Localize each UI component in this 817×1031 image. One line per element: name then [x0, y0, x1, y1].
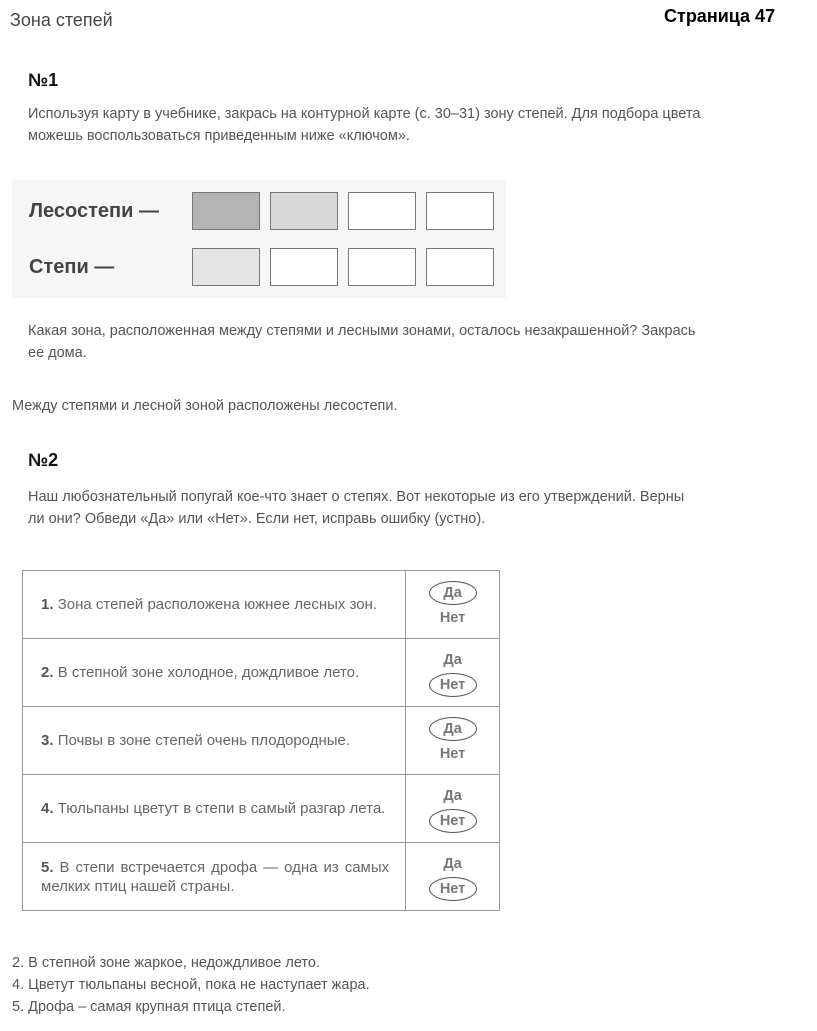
yes-option[interactable]: Да: [429, 717, 477, 741]
correction-4: 4. Цветут тюльпаны весной, пока не наступает жара.: [12, 977, 370, 993]
color-key: [12, 180, 506, 298]
answer-cell: [406, 843, 500, 911]
task1-question-line1: Какая зона, расположенная между степями и лесными зонами, осталось незакрашенной? Закрась: [28, 323, 696, 339]
swatch-steppe-empty-3: [426, 248, 494, 286]
key-label-forest-steppe: Лесостепи —: [29, 200, 159, 222]
statement-cell: [23, 571, 406, 639]
yes-option[interactable]: Да: [443, 651, 462, 668]
correction-5: 5. Дрофа – самая крупная птица степей.: [12, 999, 286, 1015]
topic-title: Зона степей: [10, 10, 113, 30]
table-row: [23, 843, 500, 911]
answer-cell: [406, 571, 500, 639]
task1-instruction-line1: Используя карту в учебнике, закрась на контурной карте (с. 30–31) зону степей. Для подбора цвета: [28, 106, 701, 122]
yes-option[interactable]: Да: [429, 581, 477, 605]
swatch-forest-steppe-empty-2: [426, 192, 494, 230]
statement-number: 2.: [41, 664, 54, 681]
no-option[interactable]: Нет: [439, 745, 466, 762]
statement-text: Почвы в зоне степей очень плодородные.: [57, 732, 351, 749]
task2-instruction-line1: Наш любознательный попугай кое-что знает о степях. Вот некоторые из его утверждений. Верны: [28, 489, 685, 505]
statement-number: 5.: [41, 858, 54, 876]
task1-question-line2: ее дома.: [28, 345, 87, 361]
statement-cell: [23, 843, 406, 911]
correction-2: 2. В степной зоне жаркое, недождливое лето.: [12, 955, 320, 971]
task1-answer: Между степями и лесной зоной расположены лесостепи.: [12, 398, 398, 414]
no-option[interactable]: Нет: [429, 877, 477, 901]
swatch-forest-steppe-light: [270, 192, 338, 230]
statement-cell: [23, 707, 406, 775]
statement-text: В степной зоне холодное, дождливое лето.: [57, 664, 360, 681]
statements-table: [22, 570, 500, 911]
table-row: [23, 639, 500, 707]
statement-text: Зона степей расположена южнее лесных зон.: [57, 596, 378, 613]
task2-instruction-line2: ли они? Обведи «Да» или «Нет». Если нет, исправь ошибку (устно).: [28, 511, 486, 527]
swatch-forest-steppe-shaded: [192, 192, 260, 230]
swatch-forest-steppe-empty-1: [348, 192, 416, 230]
task1-instruction-line2: можешь воспользоваться приведенным ниже «ключом».: [28, 128, 410, 144]
task2-number: №2: [28, 450, 59, 470]
statement-cell: [23, 639, 406, 707]
task1-number: №1: [28, 70, 59, 90]
no-option[interactable]: Нет: [429, 809, 477, 833]
key-label-steppe: Степи —: [29, 256, 115, 278]
page-number: Страница 47: [664, 6, 776, 26]
statement-number: 4.: [41, 800, 54, 817]
table-row: [23, 571, 500, 639]
answer-cell: [406, 775, 500, 843]
swatch-steppe-empty-2: [348, 248, 416, 286]
swatch-steppe-empty-1: [270, 248, 338, 286]
statement-text: Тюльпаны цветут в степи в самый разгар лета.: [57, 800, 386, 817]
table-row: [23, 707, 500, 775]
answer-cell: [406, 639, 500, 707]
statement-number: 3.: [41, 732, 54, 749]
statement-text: В степи встречается дрофа — одна из самых мелких птиц нашей страны.: [41, 858, 390, 895]
table-row: [23, 775, 500, 843]
yes-option[interactable]: Да: [443, 855, 462, 872]
statement-number: 1.: [41, 596, 54, 613]
statement-cell: [23, 775, 406, 843]
swatch-steppe-shaded: [192, 248, 260, 286]
yes-option[interactable]: Да: [443, 787, 462, 804]
answer-cell: [406, 707, 500, 775]
no-option[interactable]: Нет: [439, 609, 466, 626]
no-option[interactable]: Нет: [429, 673, 477, 697]
